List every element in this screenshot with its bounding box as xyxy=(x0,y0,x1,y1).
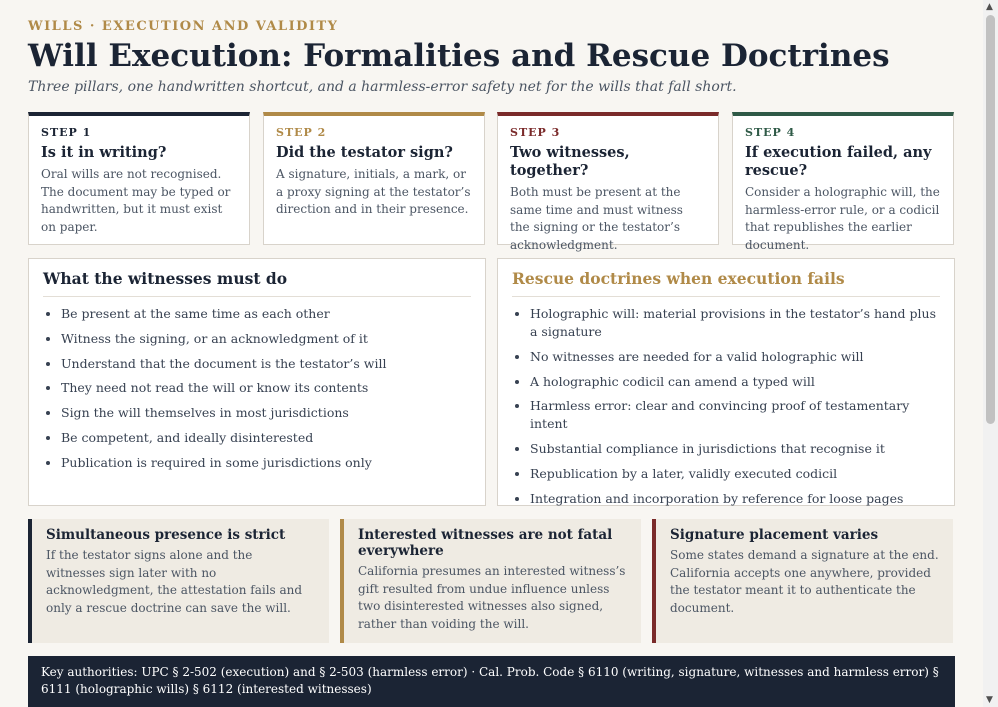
list-item: • Witness the signing, or an acknowledgment of it xyxy=(61,330,471,348)
step-question: Is it in writing? xyxy=(41,144,167,161)
list-item: • Holographic will: material provisions in the testator’s hand plus a signature xyxy=(530,305,940,341)
step-card-1 xyxy=(28,112,250,245)
list-item: • Publication is required in some jurisdictions only xyxy=(61,454,471,472)
scrollbar-thumb[interactable] xyxy=(986,15,995,424)
witnesses-list xyxy=(43,305,471,472)
callout-interested-witnesses xyxy=(340,519,641,643)
step-description: Both must be present at the same time and must witness the signing or the testator’s acknowledgment. xyxy=(510,185,683,252)
list-item: • Sign the will themselves in most jurisdictions xyxy=(61,404,471,422)
rescue-list xyxy=(512,305,940,508)
list-item: • Substantial compliance in jurisdictions that recognise it xyxy=(530,440,940,458)
callout-title: Interested witnesses are not fatal everywhere xyxy=(358,527,613,559)
key-authorities-footer: Key authorities: UPC § 2-502 (execution) and § 2-503 (harmless error) · Cal. Prob. Code § 6110 (writing, signature, witnesses and harmless error) § 6111 (holographic wills) § 6112 (interested witnesses) xyxy=(28,656,955,707)
list-item: • No witnesses are needed for a valid holographic will xyxy=(530,348,940,366)
list-item: • Republication by a later, validly executed codicil xyxy=(530,465,940,483)
scroll-up-arrow-icon[interactable]: ▲ xyxy=(986,2,993,12)
list-item: • They need not read the will or know its contents xyxy=(61,379,471,397)
callout-body: If the testator signs alone and the witnesses sign later with no acknowledgment, the attestation fails and only a rescue doctrine can save the will. xyxy=(46,548,303,615)
page-subtitle: Three pillars, one handwritten shortcut, and a harmless-error safety net for the wills that fall short. xyxy=(28,79,737,95)
step-description: Consider a holographic will, the harmless-error rule, or a codicil that republishes the earlier document. xyxy=(745,185,940,252)
panel-title: What the witnesses must do xyxy=(43,259,471,297)
step-question: If execution failed, any rescue? xyxy=(745,144,932,179)
step-question: Two witnesses, together? xyxy=(510,144,630,179)
callout-simultaneous-presence xyxy=(28,519,329,643)
callout-title: Simultaneous presence is strict xyxy=(46,527,286,543)
step-label: STEP 3 xyxy=(510,126,561,139)
callout-title: Signature placement varies xyxy=(670,527,879,543)
list-item: • Be present at the same time as each other xyxy=(61,305,471,323)
step-card-3 xyxy=(497,112,719,252)
panel-title: Rescue doctrines when execution fails xyxy=(512,259,940,297)
step-description: Oral wills are not recognised. The document may be typed or handwritten, but it must exist on paper. xyxy=(41,167,231,234)
list-item: • A holographic codicil can amend a typed will xyxy=(530,373,940,391)
page-title: Will Execution: Formalities and Rescue Doctrines xyxy=(28,38,890,74)
step-label: STEP 1 xyxy=(41,126,92,139)
scroll-down-arrow-icon[interactable]: ▼ xyxy=(986,695,993,705)
step-card-4 xyxy=(732,112,954,252)
list-item: • Harmless error: clear and convincing proof of testamentary intent xyxy=(530,397,940,433)
step-label: STEP 4 xyxy=(745,126,796,139)
callout-signature-placement xyxy=(652,519,953,643)
witnesses-panel xyxy=(28,258,486,506)
steps-row xyxy=(28,112,955,252)
rescue-panel xyxy=(497,258,955,506)
list-item: • Understand that the document is the testator’s will xyxy=(61,355,471,373)
vertical-scrollbar[interactable] xyxy=(983,0,998,707)
list-item: • Integration and incorporation by reference for loose pages xyxy=(530,490,940,508)
step-label: STEP 2 xyxy=(276,126,327,139)
callout-body: Some states demand a signature at the end. California accepts one anywhere, provided the testator meant it to authenticate the document. xyxy=(670,548,939,615)
list-item: • Be competent, and ideally disinterested xyxy=(61,429,471,447)
callout-body: California presumes an interested witness’s gift resulted from undue influence unless two disinterested witnesses also signed, rather than voiding the will. xyxy=(358,564,626,631)
step-description: A signature, initials, a mark, or a proxy signing at the testator’s direction and in their presence. xyxy=(276,167,471,216)
step-question: Did the testator sign? xyxy=(276,144,453,161)
eyebrow: WILLS · EXECUTION AND VALIDITY xyxy=(28,19,339,34)
step-card-2 xyxy=(263,112,485,245)
